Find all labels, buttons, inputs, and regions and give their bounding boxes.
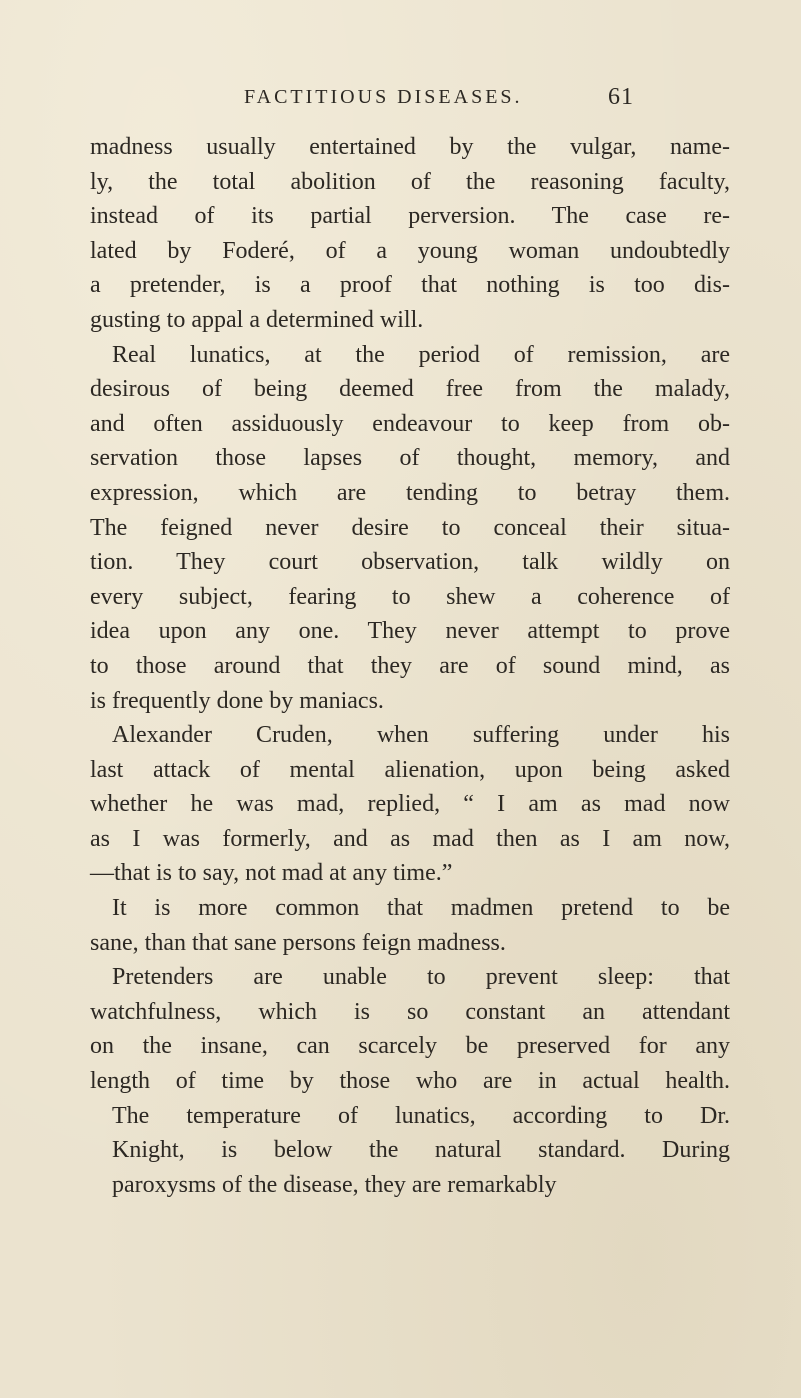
text-line: ly, the total abolition of the reasoning faculty, [90, 168, 730, 195]
paragraph-start: It is more common that madmen pretend to be [112, 895, 730, 922]
page-number: 61 [608, 84, 634, 110]
paragraph-start: Alexander Cruden, when suffering under his [112, 722, 730, 749]
text-line: The temperature of lunatics, according to Dr. [112, 1102, 730, 1129]
text-line: is frequently done by maniacs. [90, 687, 384, 714]
text-line: last attack of mental alienation, upon being asked [90, 756, 730, 783]
text-line: desirous of being deemed free from the malady, [90, 376, 730, 403]
text-line: —that is to say, not mad at any time.” [90, 860, 453, 887]
text-line: idea upon any one. They never attempt to prove [90, 618, 730, 645]
text-line: servation those lapses of thought, memory, and [90, 445, 730, 472]
text-line: paroxysms of the disease, they are remarkably [112, 1171, 557, 1198]
paragraph-start: Real lunatics, at the period of remission, are [112, 341, 730, 368]
text-line: madness usually entertained by the vulgar, name- [90, 134, 730, 160]
text-line: lated by Foderé, of a young woman undoubtedly [90, 237, 730, 264]
text-line: watchfulness, which is so constant an attendant [90, 998, 730, 1025]
text-line: instead of its partial perversion. The case re- [90, 203, 730, 230]
text-line: gusting to appal a determined will. [90, 306, 424, 333]
text-line: a pretender, is a proof that nothing is too dis- [90, 272, 730, 299]
body-text [90, 130, 730, 1202]
text-line: every subject, fearing to shew a coherence of [90, 583, 730, 610]
text-line: Knight, is below the natural standard. During [112, 1137, 730, 1164]
running-title: FACTITIOUS DISEASES. [244, 86, 523, 108]
text-line: whether he was mad, replied, “ I am as mad now [90, 791, 730, 818]
text-line: tion. They court observation, talk wildly on [90, 549, 730, 576]
text-line: and often assiduously endeavour to keep from ob- [90, 410, 730, 437]
text-line: to those around that they are of sound mind, as [90, 652, 730, 679]
text-line: expression, which are tending to betray them. [90, 479, 730, 506]
text-line: as I was formerly, and as mad then as I am now, [90, 825, 730, 852]
text-line: on the insane, can scarcely be preserved for any [90, 1033, 730, 1060]
text-line: sane, than that sane persons feign madness. [90, 929, 506, 956]
paragraph-start: Pretenders are unable to prevent sleep: that [112, 964, 730, 991]
page-header [244, 82, 634, 112]
text-line: length of time by those who are in actual health. [90, 1068, 730, 1095]
text-line: The feigned never desire to conceal their situa- [90, 514, 730, 541]
